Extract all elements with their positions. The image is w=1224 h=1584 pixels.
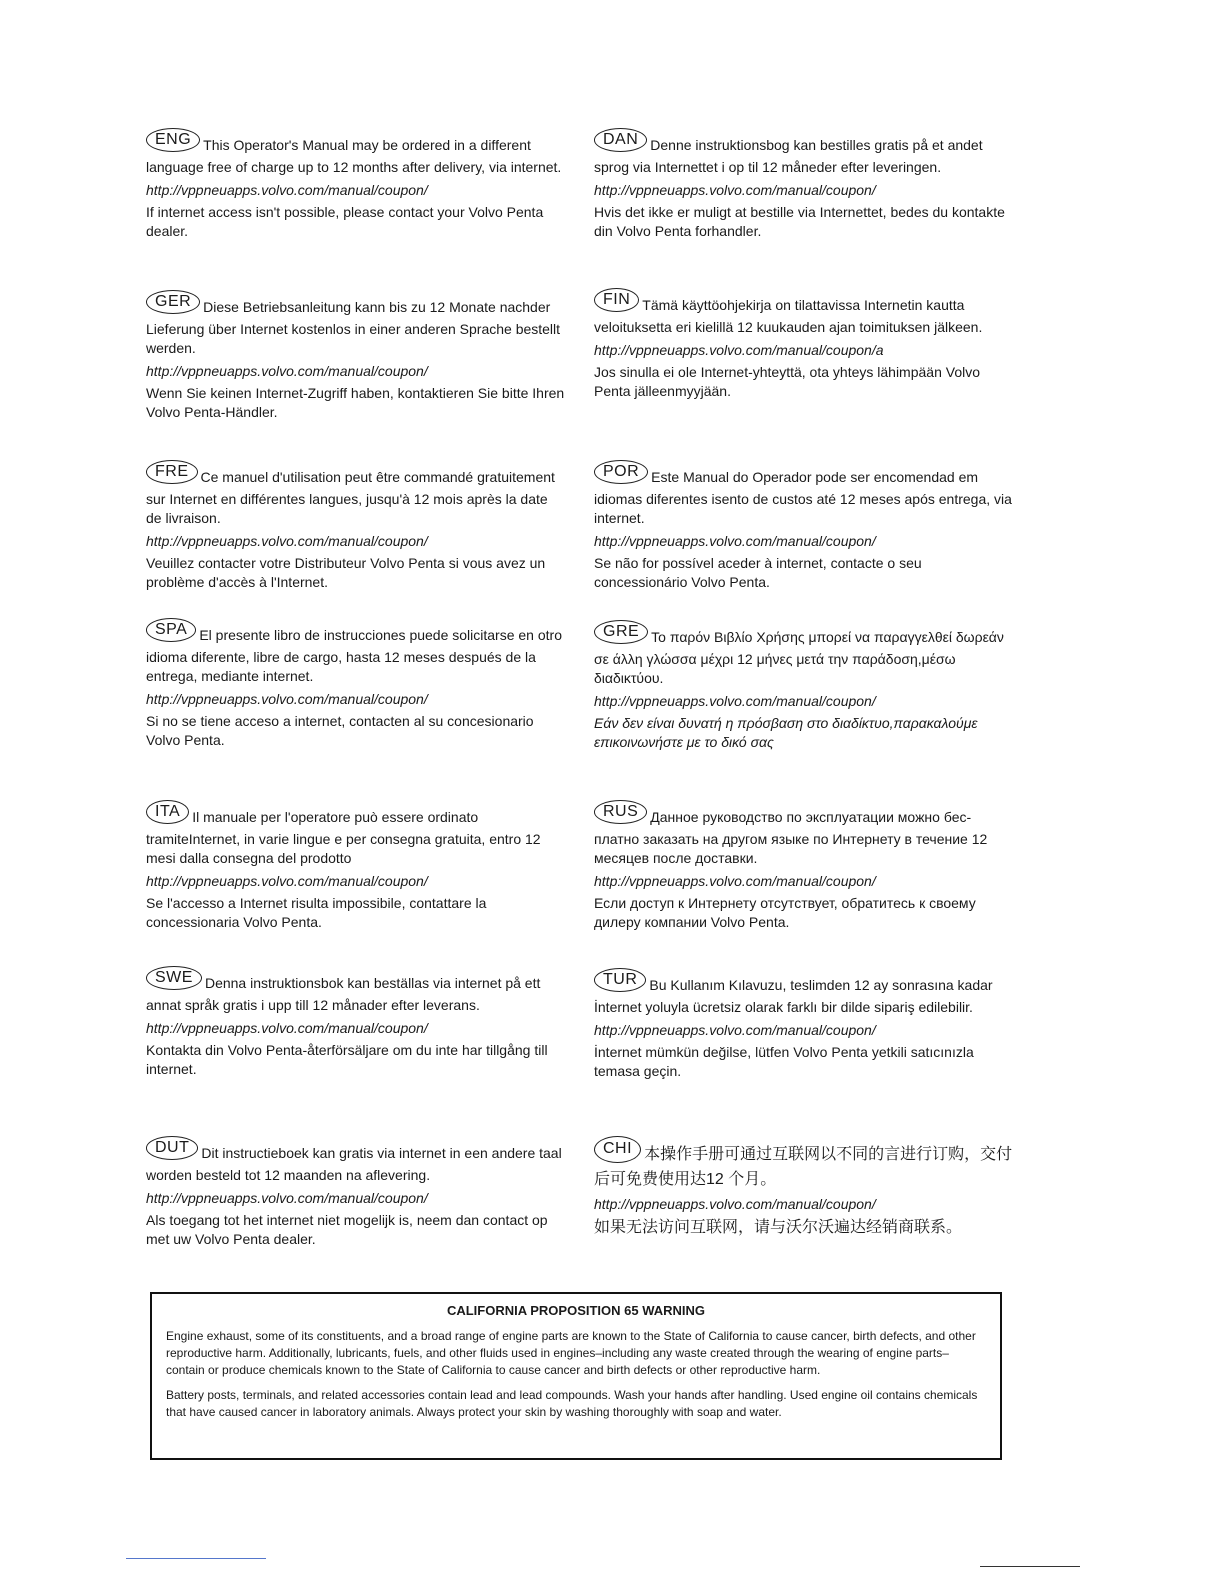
coupon-url[interactable]: http://vppneuapps.volvo.com/manual/coupon/ — [146, 691, 428, 707]
section-eng — [146, 131, 566, 241]
section-dan — [594, 131, 1014, 241]
contact-text: Veuillez contacter votre Distributeur Volvo Penta si vous avez un problème d'accès à l'Internet. — [146, 555, 546, 590]
section-ger — [146, 293, 566, 422]
contact-text: 如果无法访问互联网，请与沃尔沃遍达经销商联系。 — [594, 1219, 963, 1236]
coupon-url[interactable]: http://vppneuapps.volvo.com/manual/coupon/ — [146, 1190, 428, 1206]
warning-paragraph-battery: Battery posts, terminals, and related accessories contain lead and lead compounds. Wash your hands after handling. Used engine oil contains chemicals that have caused cancer in laboratory animals. Always protect your skin by washing thoroughly with soap and water. — [166, 1388, 978, 1419]
contact-text: Se l'accesso a Internet risulta impossibile, contattare la concessionaria Volvo Penta. — [146, 895, 487, 930]
warning-title: CALIFORNIA PROPOSITION 65 WARNING — [446, 1303, 706, 1318]
coupon-url[interactable]: http://vppneuapps.volvo.com/manual/coupon/ — [146, 533, 428, 549]
footer-rule-left — [126, 1558, 266, 1559]
lang-badge-dut: DUT — [146, 1136, 198, 1160]
intro-text: El presente libro de instrucciones puede solicitarse en otro idioma diferente, libre de cargo, hasta 12 meses después de la entrega, mediante internet. — [146, 627, 562, 684]
lang-badge-ita: ITA — [146, 800, 189, 824]
lang-badge-fre: FRE — [146, 460, 198, 484]
coupon-url[interactable]: http://vppneuapps.volvo.com/manual/coupon/ — [146, 1020, 428, 1036]
intro-text: Bu Kullanım Kılavuzu, teslimden 12 ay sonrasına kadar İnternet yoluyla ücretsiz olarak farklı bir dilde sipariş edilebilir. — [594, 977, 993, 1015]
coupon-url[interactable]: http://vppneuapps.volvo.com/manual/coupon/ — [594, 873, 876, 889]
coupon-url[interactable]: http://vppneuapps.volvo.com/manual/coupon/ — [146, 182, 428, 198]
intro-text: Denne instruktionsbog kan bestilles gratis på et andet sprog via Internettet i op til 12 måneder efter leveringen. — [594, 137, 983, 175]
intro-text: Il manuale per l'operatore può essere ordinato tramiteInternet, in varie lingue e per consegna gratuita, entro 12 mesi dalla consegna del prodotto — [146, 809, 541, 866]
intro-text: Το παρόν Βιβλίο Χρήσης μπορεί να παραγγελθεί δωρεάν σε άλλη γλώσσα μέχρι 12 μήνες μετά την παράδοση,μέσω διαδικτύου. — [594, 629, 1004, 686]
contact-text: Если доступ к Интернету отсутствует, обратитесь к своему дилеру компании Volvo Penta. — [594, 895, 976, 930]
section-spa — [146, 621, 566, 750]
intro-text: Diese Betriebsanleitung kann bis zu 12 Monate nachder Lieferung über Internet kostenlos in einer anderen Sprache bestellt werden. — [146, 299, 561, 356]
section-swe — [146, 969, 566, 1079]
section-gre — [594, 623, 1014, 752]
contact-text: İnternet mümkün değilse, lütfen Volvo Penta yetkili satıcınızla temasa geçin. — [594, 1044, 974, 1079]
section-chi — [594, 1142, 1014, 1239]
section-rus — [594, 803, 1014, 932]
section-dut — [146, 1139, 566, 1249]
coupon-url[interactable]: http://vppneuapps.volvo.com/manual/coupon/ — [594, 693, 876, 709]
intro-text: Данное руководство по эксплуатации можно бес-платно заказать на другом языке по Интернету в течение 12 месяцев после доставки. — [594, 809, 988, 866]
footer-rule-right — [980, 1566, 1080, 1567]
lang-badge-rus: RUS — [594, 800, 647, 824]
coupon-url[interactable]: http://vppneuapps.volvo.com/manual/coupon/ — [594, 533, 876, 549]
intro-text: Dit instructieboek kan gratis via internet in een andere taal worden besteld tot 12 maanden na aflevering. — [146, 1145, 562, 1183]
contact-text: Hvis det ikke er muligt at bestille via Internettet, bedes du kontakte din Volvo Penta forhandler. — [594, 204, 1005, 239]
contact-text: Εάν δεν είναι δυνατή η πρόσβαση στο διαδίκτυο,παρακαλούμε επικοινωνήστε με το δικό σας — [594, 715, 978, 750]
intro-text: This Operator's Manual may be ordered in a different language free of charge up to 12 months after delivery, via internet. — [146, 137, 562, 175]
lang-badge-fin: FIN — [594, 288, 639, 312]
intro-text: Denna instruktionsbok kan beställas via internet på ett annat språk gratis i upp till 12 månader efter leverans. — [146, 975, 541, 1013]
warning-paragraph-engine: Engine exhaust, some of its constituents, and a broad range of engine parts are known to the State of California to cause cancer, birth defects, and other reproductive harm. Additionally, lubricants, fuels, and other fluids used in engines–including any waste created through the wearing of engine parts–contain or produce chemicals known to the State of California to cause cancer and birth defects or other reproductive harm. — [166, 1329, 976, 1377]
section-por — [594, 463, 1014, 592]
contact-text: Als toegang tot het internet niet mogelijk is, neem dan contact op met uw Volvo Penta dealer. — [146, 1212, 548, 1247]
contact-text: Se não for possível aceder à internet, contacte o seu concessionário Volvo Penta. — [594, 555, 922, 590]
lang-badge-tur: TUR — [594, 968, 646, 992]
lang-badge-dan: DAN — [594, 128, 647, 152]
coupon-url[interactable]: http://vppneuapps.volvo.com/manual/coupon/ — [146, 363, 428, 379]
coupon-url[interactable]: http://vppneuapps.volvo.com/manual/coupon/ — [594, 182, 876, 198]
lang-badge-por: POR — [594, 460, 648, 484]
lang-badge-swe: SWE — [146, 966, 202, 990]
intro-text: Este Manual do Operador pode ser encomendad em idiomas diferentes isento de custos até 12 meses após entrega, via internet. — [594, 469, 1012, 526]
contact-text: If internet access isn't possible, please contact your Volvo Penta dealer. — [146, 204, 544, 239]
coupon-url[interactable]: http://vppneuapps.volvo.com/manual/coupon/a — [594, 342, 884, 358]
section-tur — [594, 971, 1014, 1081]
intro-text: Tämä käyttöohjekirja on tilattavissa Internetin kautta veloituksetta eri kielillä 12 kuukauden ajan toimituksen jälkeen. — [594, 297, 983, 335]
lang-badge-ger: GER — [146, 290, 200, 314]
lang-badge-spa: SPA — [146, 618, 196, 642]
contact-text: Kontakta din Volvo Penta-återförsäljare om du inte har tillgång till internet. — [146, 1042, 548, 1077]
section-fre — [146, 463, 566, 592]
prop65-warning-box — [150, 1292, 1002, 1460]
contact-text: Wenn Sie keinen Internet-Zugriff haben, kontaktieren Sie bitte Ihren Volvo Penta-Händler. — [146, 385, 565, 420]
coupon-url[interactable]: http://vppneuapps.volvo.com/manual/coupon/ — [594, 1022, 876, 1038]
lang-badge-eng: ENG — [146, 128, 200, 152]
contact-text: Si no se tiene acceso a internet, contacten al su concesionario Volvo Penta. — [146, 713, 534, 748]
lang-badge-gre: GRE — [594, 620, 648, 644]
intro-text: Ce manuel d'utilisation peut être commandé gratuitement sur Internet en différentes langues, jusqu'à 12 mois après la date de livraison. — [146, 469, 555, 526]
contact-text: Jos sinulla ei ole Internet-yhteyttä, ota yhteys lähimpään Volvo Penta jälleenmyyjään. — [594, 364, 980, 399]
coupon-url[interactable]: http://vppneuapps.volvo.com/manual/coupon/ — [594, 1196, 876, 1212]
section-fin — [594, 291, 1014, 401]
lang-badge-chi: CHI — [594, 1136, 641, 1163]
section-ita — [146, 803, 566, 932]
coupon-url[interactable]: http://vppneuapps.volvo.com/manual/coupon/ — [146, 873, 428, 889]
intro-text: 本操作手册可通过互联网以不同的言进行订购，交付后可免费使用达12 个月。 — [594, 1146, 1013, 1188]
